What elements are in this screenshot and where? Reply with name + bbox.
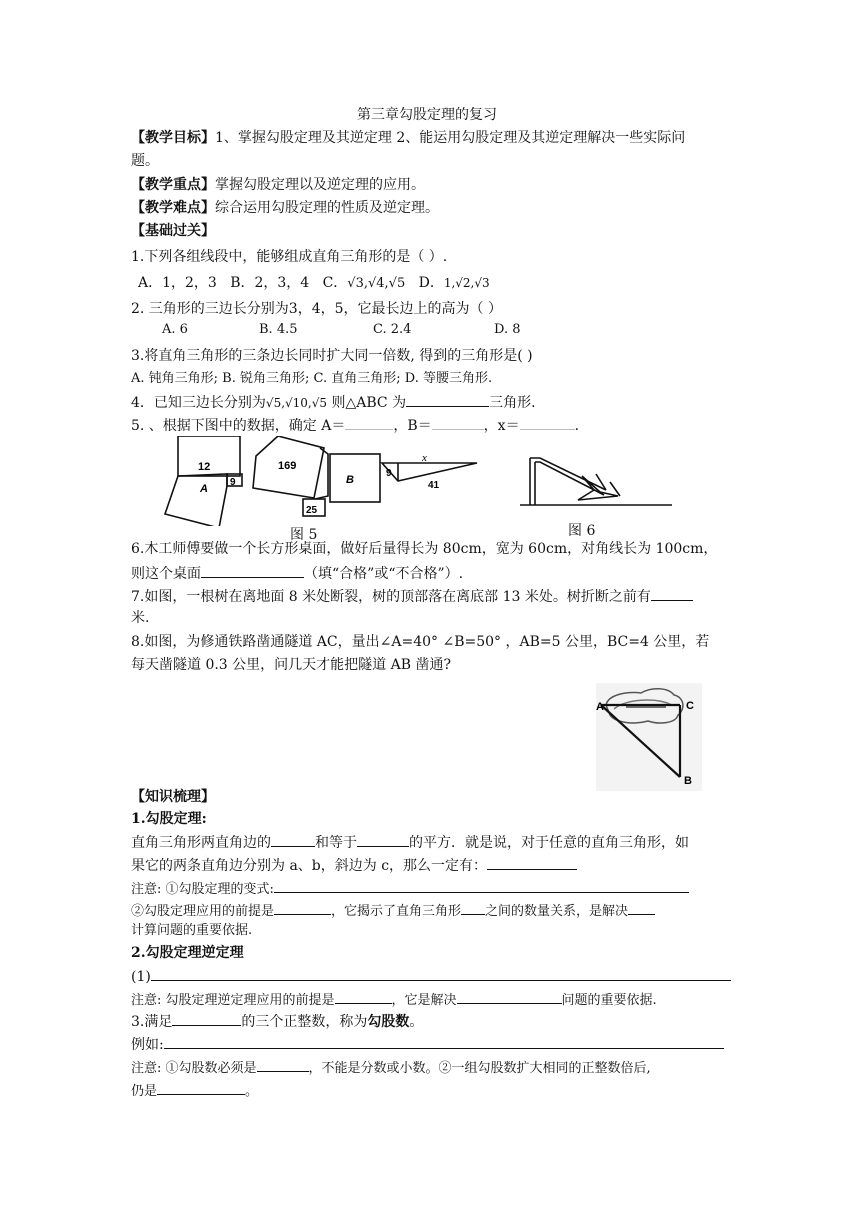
s2-blank-3[interactable] xyxy=(457,989,562,1004)
difficulty-line xyxy=(131,199,439,217)
q6-blank[interactable] xyxy=(201,563,304,578)
s2-item-label: (1) xyxy=(131,969,151,985)
q5-text-b: ，B＝ xyxy=(393,418,432,434)
question-2: 2. 三角形的三边长分别为3，4，5，它最长边上的高为（ ） xyxy=(131,301,502,317)
q6-text-c: （填“合格”或“不合格”）. xyxy=(304,566,464,582)
s2-n1a: 注意: 勾股定理逆定理应用的前提是 xyxy=(131,993,335,1008)
s1-blank-1[interactable] xyxy=(271,832,315,847)
focus-line xyxy=(131,176,425,194)
s1-l2: 果它的两条直角边分别为 a、b，斜边为 c，那么一定有： xyxy=(131,858,488,874)
q4-middle: 则△ABC 为 xyxy=(331,395,407,411)
question-3: 3.将直角三角形的三条边长同时扩大同一倍数, 得到的三角形是( ) xyxy=(131,348,533,364)
q7-text: 7.如图，一根树在离地面 8 米处断裂，树的顶部落在离底部 13 米处。树折断之前有 xyxy=(131,589,651,605)
difficulty-text: 综合运用勾股定理的性质及逆定理。 xyxy=(215,200,439,216)
s1-blank-3[interactable] xyxy=(487,855,577,870)
q4-suffix: 三角形. xyxy=(489,395,536,411)
goal-line-2: 题。 xyxy=(131,153,159,169)
s2-n1c: 问题的重要依据. xyxy=(561,993,657,1008)
question-8-line-2: 每天凿隧道 0.3 公里，问几天才能把隧道 AB 凿通? xyxy=(131,657,451,673)
s1-n1: 注意: ①勾股定理的变式: xyxy=(131,882,274,897)
fig5-label-169: 169 xyxy=(278,460,297,472)
question-7 xyxy=(131,586,693,606)
section-1-line-1 xyxy=(131,832,689,852)
basics-label: 【基础过关】 xyxy=(131,223,215,239)
q4-prefix: 4．已知三边长分别为 xyxy=(131,395,266,411)
s3-n2b: 。 xyxy=(245,1084,259,1099)
section-2-heading: 2.勾股定理逆定理 xyxy=(131,945,244,961)
section-2-note xyxy=(131,989,657,1010)
s3-n1a: 注意: ①勾股数必须是 xyxy=(131,1061,257,1076)
s1-blank-6[interactable] xyxy=(461,900,485,915)
s3-n1b: ，不能是分数或小数。②一组勾股数扩大相同的正整数倍后, xyxy=(308,1061,651,1076)
s3-term: 勾股数 xyxy=(367,1014,410,1030)
fig5-label-41: 41 xyxy=(428,480,440,491)
focus-text: 掌握勾股定理以及逆定理的应用。 xyxy=(215,177,425,193)
s2-blank-2[interactable] xyxy=(335,989,392,1004)
goal-line xyxy=(131,129,685,147)
focus-label: 【教学重点】 xyxy=(131,177,215,193)
q1-option-d-roots: 1,√2,√3 xyxy=(443,276,490,290)
section-1-note-3: 计算问题的重要依据. xyxy=(131,923,253,938)
s1-n2c: 之间的数量关系，是解决 xyxy=(485,904,629,919)
fig5-label-A: A xyxy=(200,483,208,495)
q5-text-x: ，x＝ xyxy=(483,418,520,434)
example-line xyxy=(131,1034,724,1054)
s1-l1c: 的平方．就是说，对于任意的直角三角形，如 xyxy=(409,835,689,851)
fig5-label-9b: 9 xyxy=(386,468,392,479)
question-3-options: A. 钝角三角形; B. 锐角三角形; C. 直角三角形; D. 等腰三角形. xyxy=(131,371,493,386)
page-title: 第三章勾股定理的复习 xyxy=(357,107,497,123)
s2-blank-1[interactable] xyxy=(151,966,731,981)
q7-blank[interactable] xyxy=(651,586,693,601)
figure-5 xyxy=(160,436,490,526)
fig8-label-B: B xyxy=(684,775,692,787)
q1-option-c: C． xyxy=(322,275,348,291)
q1-option-d: D． xyxy=(418,275,444,291)
s1-blank-7[interactable] xyxy=(628,900,655,915)
question-2-options xyxy=(162,321,521,339)
figure-q8 xyxy=(596,683,702,791)
question-8: 8.如图，为修通铁路凿通隧道 AC，量出∠A=40° ∠B=50° ，AB=5 公里，BC=4 公里，若 xyxy=(131,634,710,650)
section-1-note-1 xyxy=(131,878,689,899)
s3a: 3.满足 xyxy=(131,1014,173,1030)
section-1-note-2 xyxy=(131,900,655,921)
question-4 xyxy=(131,392,536,412)
q5-blank-a[interactable] xyxy=(345,415,393,430)
q4-blank[interactable] xyxy=(406,392,489,407)
q1-option-c-roots: √3,√4,√5 xyxy=(347,276,406,291)
s2-n1b: ，它是解决 xyxy=(391,993,457,1008)
goal-label: 【教学目标】 xyxy=(131,130,215,146)
figure-5-caption: 图 5 xyxy=(290,527,318,543)
fig5-label-12: 12 xyxy=(198,461,211,473)
review-label: 【知识梳理】 xyxy=(131,789,215,805)
section-1-heading: 1.勾股定理: xyxy=(131,811,207,827)
q2-option-a: A. 6 xyxy=(162,322,188,337)
q6-text-b: 则这个桌面 xyxy=(131,566,201,582)
q1-option-a: A．1，2，3 xyxy=(138,275,217,291)
q5-blank-b[interactable] xyxy=(432,415,484,430)
q5-blank-x[interactable] xyxy=(520,415,575,430)
q1-option-b: B．2，3，4 xyxy=(230,275,310,291)
q2-option-b: B. 4.5 xyxy=(259,322,298,337)
question-6-line-2 xyxy=(131,563,463,583)
fig5-label-25: 25 xyxy=(306,505,318,516)
fig5-triangle xyxy=(382,463,477,481)
s1-blank-2[interactable] xyxy=(357,832,409,847)
s3-blank-1[interactable] xyxy=(172,1011,241,1026)
s3b: 的三个正整数，称为 xyxy=(241,1014,368,1030)
s3-blank-3[interactable] xyxy=(157,1080,245,1095)
q2-option-c: C. 2.4 xyxy=(373,322,412,337)
s1-l1a: 直角三角形两直角边的 xyxy=(131,835,271,851)
fig5-label-x: x xyxy=(422,452,427,464)
s1-l1b: 和等于 xyxy=(315,835,357,851)
goal-text: 1、掌握勾股定理及其逆定理 2、能运用勾股定理及其逆定理解决一些实际问 xyxy=(215,130,686,146)
s3d: 。 xyxy=(409,1014,424,1030)
s1-n2b: ，它揭示了直角三角形 xyxy=(331,904,462,919)
fig5-label-9: 9 xyxy=(230,477,236,488)
fig8-label-A: A xyxy=(596,701,604,713)
figure-6 xyxy=(520,452,672,522)
figure-6-caption: 图 6 xyxy=(568,523,596,539)
fig8-label-C: C xyxy=(686,700,694,712)
question-1-options xyxy=(138,274,490,293)
section-3-note-1 xyxy=(131,1057,651,1078)
difficulty-label: 【教学难点】 xyxy=(131,200,215,216)
example-blank[interactable] xyxy=(164,1034,724,1049)
section-3-line xyxy=(131,1011,423,1031)
question-5: 5. 、根据下图中的数据，确定 A＝ ，B＝ ，x＝ . xyxy=(131,415,579,435)
s3-n2a: 仍是 xyxy=(131,1084,158,1099)
fig5-square-B xyxy=(330,454,380,502)
fig5-square-A xyxy=(165,474,227,526)
example-label: 例如: xyxy=(131,1037,164,1053)
section-2-item-1 xyxy=(131,966,731,986)
question-1: 1.下列各组线段中，能够组成直角三角形的是（ ）. xyxy=(131,249,448,265)
q2-option-d: D. 8 xyxy=(494,322,521,337)
fig5-label-B: B xyxy=(346,474,354,486)
s1-blank-4[interactable] xyxy=(274,878,689,893)
question-6: 6.木工师傅要做一个长方形桌面，做好后量得长为 80cm，宽为 60cm，对角线长为 100cm， xyxy=(131,541,718,557)
s3-blank-2[interactable] xyxy=(257,1057,309,1072)
section-1-line-2 xyxy=(131,855,577,875)
s1-blank-5[interactable] xyxy=(274,900,331,915)
s1-n2a: ②勾股定理应用的前提是 xyxy=(131,904,275,919)
q5-text: 5. 、根据下图中的数据，确定 A＝ xyxy=(131,418,346,434)
section-3-note-2 xyxy=(131,1080,258,1101)
question-7-line-2: 米. xyxy=(131,610,150,626)
q4-roots: √5,√10,√5 xyxy=(265,396,328,410)
